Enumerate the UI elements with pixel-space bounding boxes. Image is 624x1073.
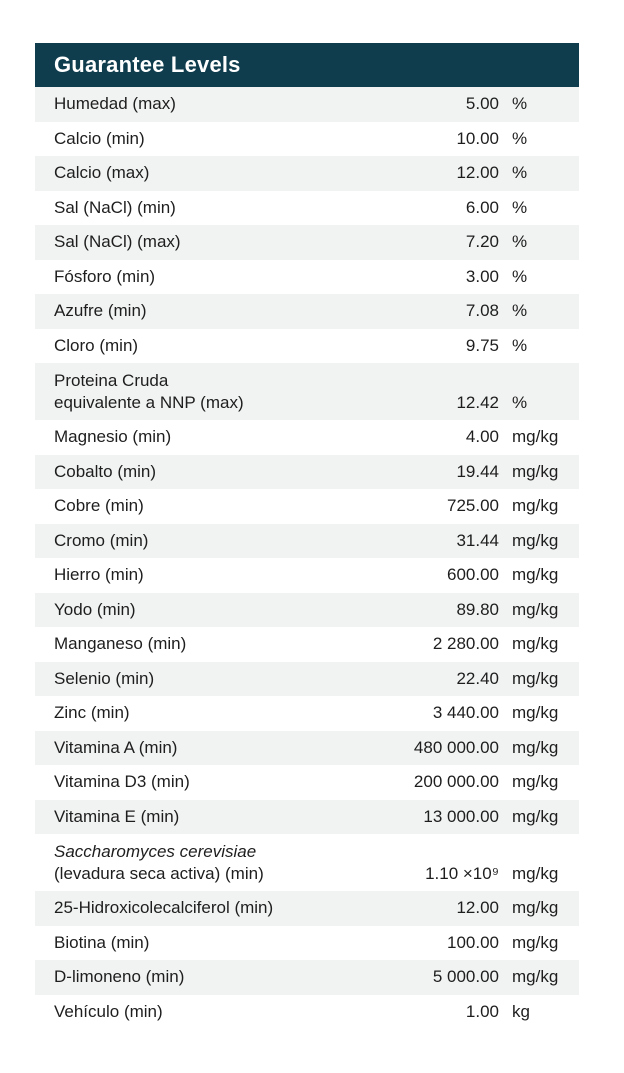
row-value: 12.00 [456, 163, 499, 183]
row-label-line1: Proteina Cruda [54, 371, 169, 390]
table-row [35, 995, 579, 1030]
row-unit: mg/kg [512, 668, 559, 688]
table-row [35, 926, 579, 961]
table-row [35, 489, 579, 524]
row-value: 22.40 [456, 668, 499, 688]
row-value: 1.00 [465, 1001, 499, 1021]
row-value: 7.20 [465, 232, 499, 252]
row-value: 2 280.00 [432, 634, 499, 654]
table-row [35, 891, 579, 926]
row-unit: mg/kg [512, 599, 559, 619]
row-unit: mg/kg [512, 932, 559, 952]
row-label: Cromo (min) [54, 530, 149, 550]
row-value: 725.00 [447, 496, 499, 516]
table-row [35, 455, 579, 490]
row-label: Cobalto (min) [54, 461, 157, 481]
row-unit: kg [512, 1001, 530, 1021]
table-row [35, 558, 579, 593]
row-label: Yodo (min) [54, 599, 136, 619]
row-unit: mg/kg [512, 565, 559, 585]
table-row [35, 800, 579, 835]
table-row [35, 696, 579, 731]
row-label [35, 841, 359, 885]
row-unit: mg/kg [512, 806, 559, 826]
guarantee-levels-table [35, 43, 579, 1029]
table-row [35, 420, 579, 455]
row-value: 6.00 [465, 197, 499, 217]
table-header [35, 43, 579, 87]
row-value: 10.00 [456, 128, 499, 148]
row-label: Hierro (min) [54, 565, 144, 585]
row-unit: mg/kg [512, 772, 559, 792]
row-label: Cobre (min) [54, 496, 144, 516]
row-value: 3.00 [465, 266, 499, 286]
row-label: Vehículo (min) [54, 1001, 163, 1021]
row-unit: % [512, 335, 528, 355]
row-label: Manganeso (min) [54, 634, 187, 654]
row-label: Azufre (min) [54, 301, 147, 321]
row-unit: mg/kg [512, 461, 559, 481]
row-unit: mg/kg [512, 634, 559, 654]
table-row [35, 156, 579, 191]
row-unit: mg/kg [512, 967, 559, 987]
row-value: 4.00 [465, 427, 499, 447]
table-body [35, 87, 579, 1029]
row-value: 31.44 [456, 530, 499, 550]
row-unit: mg/kg [512, 530, 559, 550]
row-value: 12.42 [456, 393, 499, 412]
row-label-line1: Saccharomyces cerevisiae [54, 842, 257, 861]
row-label: Sal (NaCl) (max) [54, 232, 181, 252]
row-value: 13 000.00 [423, 806, 499, 826]
row-label: Sal (NaCl) (min) [54, 197, 176, 217]
row-label: Calcio (max) [54, 163, 150, 183]
table-row [35, 294, 579, 329]
row-label: Vitamina A (min) [54, 737, 178, 757]
table-row [35, 225, 579, 260]
row-value: 480 000.00 [413, 737, 499, 757]
row-unit: % [512, 232, 528, 252]
row-value: 5 000.00 [432, 967, 499, 987]
row-label: Fósforo (min) [54, 266, 156, 286]
table-row [35, 122, 579, 157]
table-row [35, 87, 579, 122]
row-label: Zinc (min) [54, 703, 130, 723]
table-title: Guarantee Levels [54, 52, 241, 77]
table-row [35, 662, 579, 697]
row-unit: % [512, 163, 528, 183]
table-row [35, 960, 579, 995]
row-unit: % [512, 393, 528, 412]
row-unit: mg/kg [512, 496, 559, 516]
row-value: 12.00 [456, 898, 499, 918]
row-value: 200 000.00 [413, 772, 499, 792]
row-unit: mg/kg [512, 427, 559, 447]
row-label [35, 370, 359, 414]
row-unit: mg/kg [512, 737, 559, 757]
row-unit: % [512, 94, 528, 114]
row-unit: % [512, 128, 528, 148]
table-row [35, 363, 579, 420]
table-row [35, 627, 579, 662]
row-value: 9.75 [465, 335, 499, 355]
table-row [35, 329, 579, 364]
row-label: Humedad (max) [54, 94, 176, 114]
row-unit: mg/kg [512, 898, 559, 918]
table-row [35, 834, 579, 891]
row-unit: % [512, 266, 528, 286]
row-value: 100.00 [447, 932, 499, 952]
table-row [35, 593, 579, 628]
row-value: 1.10 ×10⁹ [425, 864, 499, 883]
row-unit: mg/kg [512, 864, 559, 883]
row-label: Magnesio (min) [54, 427, 172, 447]
row-label: 25-Hidroxicolecalciferol (min) [54, 898, 274, 918]
row-value: 89.80 [456, 599, 499, 619]
row-value: 19.44 [456, 461, 499, 481]
row-label: Vitamina D3 (min) [54, 772, 190, 792]
row-value: 5.00 [465, 94, 499, 114]
row-label: Calcio (min) [54, 128, 145, 148]
row-label: Biotina (min) [54, 932, 150, 952]
row-label-line2: equivalente a NNP (max) [54, 393, 244, 412]
row-value: 3 440.00 [432, 703, 499, 723]
table-row [35, 524, 579, 559]
row-label: Vitamina E (min) [54, 806, 180, 826]
table-row [35, 191, 579, 226]
row-label: Cloro (min) [54, 335, 139, 355]
row-unit: % [512, 197, 528, 217]
table-row [35, 260, 579, 295]
row-unit: % [512, 301, 528, 321]
row-value: 7.08 [465, 301, 499, 321]
row-label: Selenio (min) [54, 668, 155, 688]
row-label-line2: (levadura seca activa) (min) [54, 864, 264, 883]
row-label: D-limoneno (min) [54, 967, 185, 987]
row-unit: mg/kg [512, 703, 559, 723]
table-row [35, 731, 579, 766]
table-row [35, 765, 579, 800]
row-value: 600.00 [447, 565, 499, 585]
